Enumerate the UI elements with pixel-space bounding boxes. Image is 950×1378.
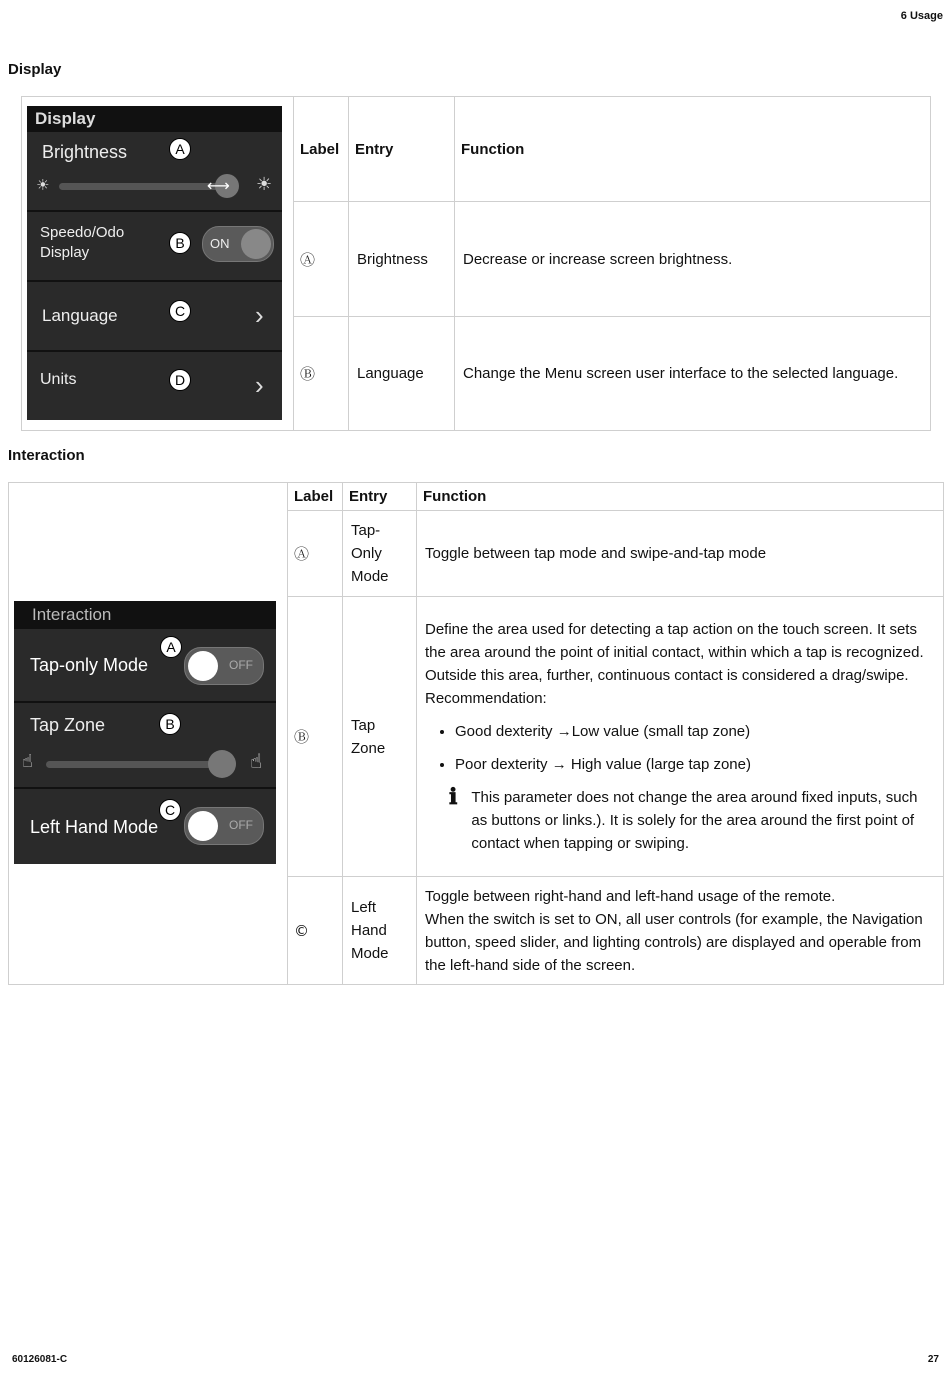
units-label: Units <box>40 371 77 388</box>
col-header-function: Function <box>417 483 944 511</box>
row-entry: Brightness <box>349 202 455 317</box>
language-row[interactable] <box>27 280 282 352</box>
display-screen-image <box>27 106 282 420</box>
toggle-off-text: OFF <box>229 818 253 832</box>
recommendation-list <box>425 720 937 776</box>
entry-line: Tap <box>351 716 376 734</box>
entry-line: Left <box>351 899 377 916</box>
tap-only-label: Tap-only Mode <box>30 655 149 675</box>
document-number: 60126081-C <box>12 1354 68 1365</box>
callout-d: D <box>169 369 191 391</box>
row-label: Ⓑ <box>288 597 343 877</box>
row-label: © <box>288 877 343 985</box>
callout-a: A <box>160 636 182 658</box>
language-label: Language <box>42 306 118 325</box>
entry-line: Tap- <box>351 522 381 539</box>
list-item: • Good dexterity →Low value (small tap zone) <box>455 720 937 743</box>
interaction-table <box>8 482 944 985</box>
entry-line: Mode <box>351 945 389 962</box>
speedo-label-line1: Speedo/Odo <box>40 224 125 241</box>
interaction-screen-image <box>14 601 276 864</box>
speedo-odo-toggle[interactable] <box>202 226 274 262</box>
callout-c: C <box>169 300 191 322</box>
row-entry: Language <box>349 317 455 431</box>
entry-line: Mode <box>351 568 389 585</box>
speedo-odo-row <box>27 210 282 282</box>
row-function <box>417 877 944 985</box>
function-line: When the switch is set to ON, all user controls (for example, the Navigation button, speed slider, and lighting controls) are displayed and operable from the left-hand side of the screen. <box>425 910 923 974</box>
entry-line: Zone <box>351 739 386 757</box>
tap-zone-label: Tap Zone <box>30 715 106 735</box>
callout-b: B <box>169 232 191 254</box>
brightness-row <box>27 132 282 210</box>
brightness-low-icon: ☀ <box>36 177 50 194</box>
brightness-label: Brightness <box>42 142 128 162</box>
chapter-header: 6 Usage <box>900 10 943 22</box>
left-hand-row <box>14 787 276 866</box>
left-hand-label: Left Hand Mode <box>30 817 159 837</box>
row-function: Toggle between tap mode and swipe-and-tap mode <box>417 511 944 597</box>
double-arrow-icon: ⟷ <box>207 178 230 195</box>
callout-a: A <box>169 138 191 160</box>
interaction-screenshot-cell <box>9 483 288 985</box>
note-text: This parameter does not change the area around fixed inputs, such as buttons or links.). It is solely for the area around the first point of contact when tapping or swiping. <box>471 789 918 852</box>
list-item: • Poor dexterity → High value (large tap zone) <box>455 753 937 776</box>
row-entry <box>343 877 417 985</box>
row-function: Change the Menu screen user interface to the selected language. <box>455 317 931 431</box>
toggle-on-text: ON <box>210 236 230 251</box>
hand-tap-zone-icon: ☝ <box>250 751 263 773</box>
entry-line: Only <box>351 545 382 562</box>
toggle-knob <box>188 811 218 841</box>
info-note <box>449 786 937 855</box>
tap-only-toggle[interactable] <box>184 647 264 685</box>
col-header-function: Function <box>455 97 931 202</box>
chevron-right-icon: › <box>255 370 264 400</box>
row-entry <box>343 511 417 597</box>
screen-title: Interaction <box>14 601 276 629</box>
page-number: 27 <box>927 1354 939 1365</box>
toggle-off-text: OFF <box>229 658 253 672</box>
col-header-entry: Entry <box>349 97 455 202</box>
tap-only-row <box>14 629 276 701</box>
col-header-label: Label <box>288 483 343 511</box>
col-header-label: Label <box>294 97 349 202</box>
function-line: Toggle between right-hand and left-hand usage of the remote. <box>425 887 836 905</box>
display-table <box>21 96 931 431</box>
section-heading-display: Display <box>8 61 62 78</box>
row-function <box>417 597 944 877</box>
chevron-right-icon: › <box>255 300 264 330</box>
units-row[interactable] <box>27 350 282 422</box>
section-heading-interaction: Interaction <box>8 447 85 464</box>
row-label: Ⓑ <box>294 317 349 431</box>
hand-pointer-icon: ☝ <box>22 751 33 771</box>
callout-b: B <box>159 713 181 735</box>
info-icon: ℹ <box>449 784 458 810</box>
row-label: Ⓐ <box>294 202 349 317</box>
toggle-knob <box>241 229 271 259</box>
brightness-high-icon: ☀ <box>256 174 273 194</box>
toggle-knob <box>188 651 218 681</box>
tap-zone-slider-thumb[interactable] <box>208 750 236 778</box>
tap-zone-description: Define the area used for detecting a tap action on the touch screen. It sets the area around the point of initial contact, within which a tap is recognized. Outside this area, further, continuous contact is considered a drag/swipe. <box>425 621 924 684</box>
display-screenshot-cell <box>22 97 294 431</box>
callout-c: C <box>159 799 181 821</box>
recommendation-heading: Recommendation: <box>425 690 547 707</box>
row-function: Decrease or increase screen brightness. <box>455 202 931 317</box>
col-header-entry: Entry <box>343 483 417 511</box>
left-hand-toggle[interactable] <box>184 807 264 845</box>
tap-zone-row <box>14 701 276 789</box>
entry-line: Hand <box>351 922 387 939</box>
speedo-label-line2: Display <box>40 244 90 261</box>
screen-title: Display <box>27 106 282 132</box>
row-entry <box>343 597 417 877</box>
row-label: Ⓐ <box>288 511 343 597</box>
